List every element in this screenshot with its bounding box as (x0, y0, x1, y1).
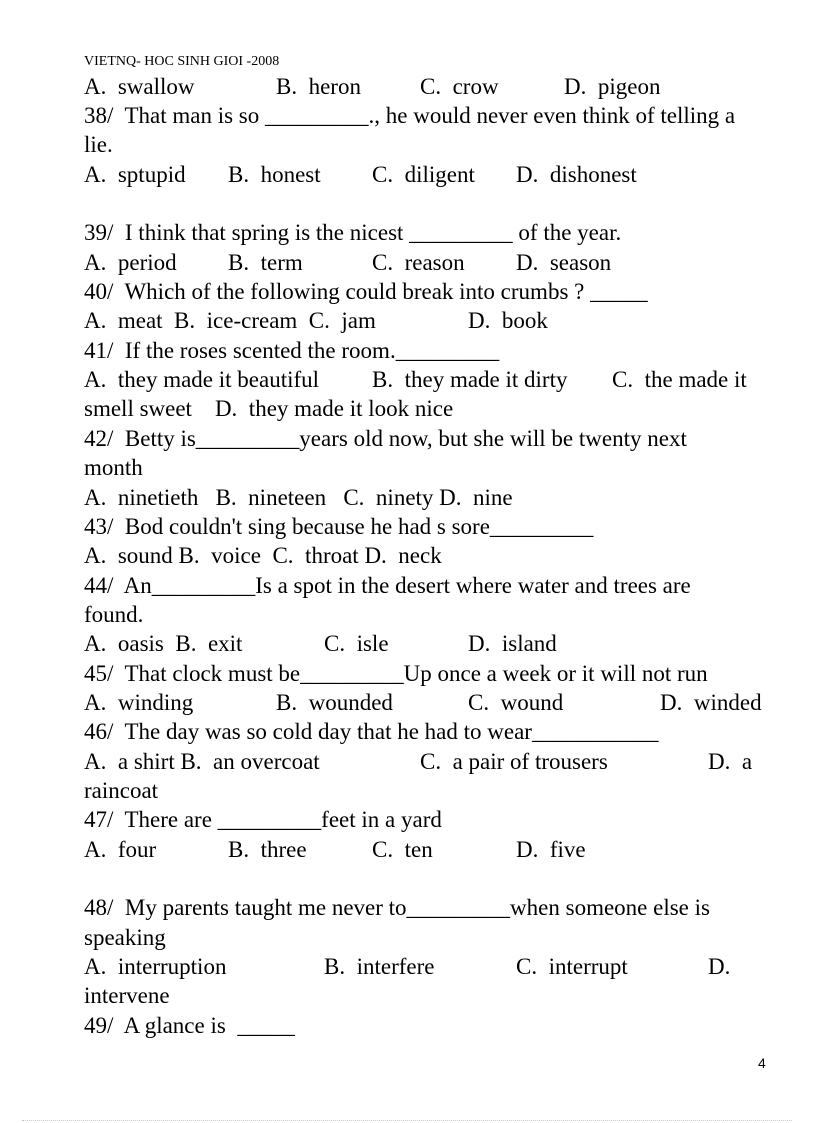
text-line (84, 805, 774, 834)
text-line (84, 277, 774, 306)
text-line (84, 688, 774, 717)
text-line (84, 483, 774, 512)
line-text: 49/ A glance is _____ (84, 1013, 295, 1038)
answer-option: D. winded (660, 690, 762, 715)
answer-option: D. book (468, 308, 548, 333)
text-line (84, 923, 774, 952)
text-line (84, 160, 774, 189)
text-line (84, 981, 774, 1010)
answer-option: B. they made it dirty (372, 367, 568, 392)
text-line (84, 72, 774, 101)
answer-option: D. season (516, 250, 612, 275)
line-text: speaking (84, 925, 166, 950)
line-text: raincoat (84, 778, 159, 803)
text-line (84, 864, 774, 893)
line-text: A. sound B. voice C. throat D. neck (84, 543, 442, 568)
answer-option: B. three (228, 837, 307, 862)
line-text: lie. (84, 132, 113, 157)
answer-option: C. crow (420, 74, 499, 99)
text-line (84, 1011, 774, 1040)
text-line (84, 893, 774, 922)
text-line (84, 336, 774, 365)
text-line (84, 189, 774, 218)
line-text: smell sweet D. they made it look nice (84, 396, 454, 421)
text-line (84, 600, 774, 629)
answer-option: D. a (708, 749, 753, 774)
text-line (84, 629, 774, 658)
answer-option: B. heron (276, 74, 361, 99)
text-line (84, 248, 774, 277)
answer-option: C. isle (324, 631, 389, 656)
line-text: 38/ That man is so _________., he would never even think of telling a (84, 103, 736, 128)
answer-option: A. oasis B. exit (84, 631, 243, 656)
answer-option: B. honest (228, 162, 321, 187)
line-text: 45/ That clock must be_________Up once a week or it will not run (84, 661, 708, 686)
answer-option: C. a pair of trousers (420, 749, 608, 774)
answer-option: A. period (84, 250, 177, 275)
answer-option: A. they made it beautiful (84, 367, 320, 392)
text-line (84, 952, 774, 981)
line-text: month (84, 455, 143, 480)
text-line (84, 717, 774, 746)
answer-option: C. wound (468, 690, 564, 715)
answer-option: A. meat B. ice-cream C. jam (84, 308, 376, 333)
answer-option: B. wounded (276, 690, 393, 715)
text-line (84, 541, 774, 570)
line-text: 42/ Betty is_________years old now, but she will be twenty next (84, 426, 687, 451)
text-line (84, 776, 774, 805)
answer-option: C. ten (372, 837, 433, 862)
page-number: 4 (758, 1055, 766, 1071)
answer-option: D. island (468, 631, 557, 656)
line-text: A. ninetieth B. nineteen C. ninety D. nine (84, 485, 513, 510)
text-line (84, 394, 774, 423)
answer-option: C. diligent (372, 162, 475, 187)
line-text: 40/ Which of the following could break into crumbs ? _____ (84, 279, 648, 304)
text-line (84, 571, 774, 600)
answer-option: B. term (228, 250, 303, 275)
line-text: 47/ There are _________feet in a yard (84, 807, 442, 832)
text-line (84, 453, 774, 482)
answer-option: D. pigeon (564, 74, 661, 99)
text-line (84, 835, 774, 864)
text-line (84, 306, 774, 335)
answer-option: A. a shirt B. an overcoat (84, 749, 320, 774)
text-line (84, 365, 774, 394)
text-line (84, 101, 774, 130)
text-line (84, 512, 774, 541)
answer-option: A. winding (84, 690, 194, 715)
text-line (84, 747, 774, 776)
line-text: intervene (84, 983, 170, 1008)
line-text: 44/ An_________Is a spot in the desert where water and trees are (84, 573, 691, 598)
answer-option: D. dishonest (516, 162, 637, 187)
answer-option: A. four (84, 837, 157, 862)
answer-option: D. (708, 954, 731, 979)
answer-option: C. the made it (612, 367, 747, 392)
text-line (84, 218, 774, 247)
line-text: 41/ If the roses scented the room._________ (84, 338, 500, 363)
line-text: 48/ My parents taught me never to_________when someone else is (84, 895, 710, 920)
answer-option: C. interrupt (516, 954, 628, 979)
line-text: 46/ The day was so cold day that he had to wear___________ (84, 719, 659, 744)
answer-option: A. swallow (84, 74, 195, 99)
line-text: 43/ Bod couldn't sing because he had s sore_________ (84, 514, 594, 539)
page-header: VIETNQ- HOC SINH GIOI -2008 (84, 54, 280, 69)
answer-option: B. interfere (324, 954, 435, 979)
answer-option: A. sptupid (84, 162, 186, 187)
answer-option: C. reason (372, 250, 465, 275)
text-line (84, 424, 774, 453)
text-line (84, 659, 774, 688)
answer-option: D. five (516, 837, 586, 862)
answer-option: A. interruption (84, 954, 227, 979)
line-text: found. (84, 602, 144, 627)
page-bottom-divider (22, 1120, 792, 1121)
line-text: 39/ I think that spring is the nicest _________ of the year. (84, 220, 622, 245)
text-line (84, 130, 774, 159)
